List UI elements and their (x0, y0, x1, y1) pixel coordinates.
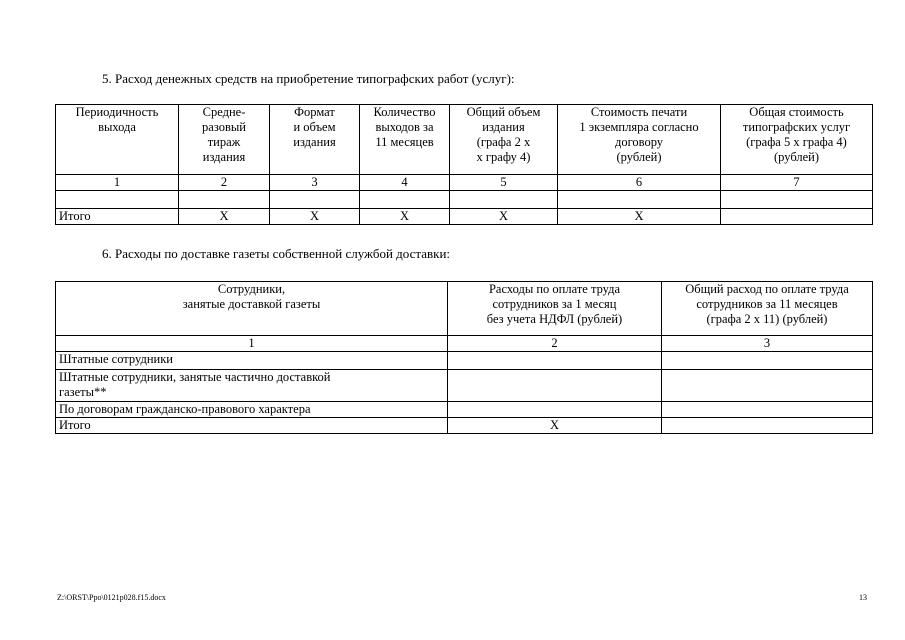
column-number: 1 (56, 336, 448, 352)
table-cell[interactable] (721, 209, 873, 225)
section5-number-row (56, 175, 873, 191)
table-cell: X (558, 209, 721, 225)
table-cell[interactable] (662, 418, 873, 434)
section6-table (55, 281, 873, 434)
table-cell[interactable] (450, 191, 558, 209)
column-number: 3 (662, 336, 873, 352)
column-number: 1 (56, 175, 179, 191)
table-cell[interactable] (662, 370, 873, 402)
column-number: 6 (558, 175, 721, 191)
column-number: 7 (721, 175, 873, 191)
section6-number-row (56, 336, 873, 352)
section6-header-row (56, 282, 873, 336)
table-cell: X (179, 209, 270, 225)
col-header-issues-count: Количество выходов за 11 месяцев (360, 105, 450, 175)
row-label: Штатные сотрудники (56, 352, 448, 370)
col-header-periodicity: Периодичность выхода (56, 105, 179, 175)
table-cell[interactable] (662, 352, 873, 370)
table-row (56, 370, 873, 402)
section6-heading: 6. Расходы по доставке газеты собственной службой доставки: (102, 246, 451, 261)
table-cell: X (450, 209, 558, 225)
table-cell[interactable] (448, 402, 662, 418)
section5-table (55, 104, 873, 225)
footer-page-number: 13 (859, 593, 867, 602)
section5-header-row (56, 105, 873, 175)
col-header-total-labor-cost: Общий расход по оплате труда сотрудников за 11 месяцев (графа 2 х 11) (рублей) (662, 282, 873, 336)
table-cell[interactable] (662, 402, 873, 418)
table-cell[interactable] (558, 191, 721, 209)
table-cell[interactable] (179, 191, 270, 209)
col-header-total-volume: Общий объем издания (графа 2 х х графу 4) (450, 105, 558, 175)
column-number: 5 (450, 175, 558, 191)
table-cell[interactable] (270, 191, 360, 209)
column-number: 3 (270, 175, 360, 191)
col-header-print-cost: Стоимость печати 1 экземпляра согласно договору (рублей) (558, 105, 721, 175)
column-number: 2 (448, 336, 662, 352)
col-header-circulation: Средне- разовый тираж издания (179, 105, 270, 175)
section5-total-row (56, 209, 873, 225)
table-row (56, 352, 873, 370)
table-cell[interactable] (360, 191, 450, 209)
section5-empty-row (56, 191, 873, 209)
col-header-monthly-cost: Расходы по оплате труда сотрудников за 1 месяц без учета НДФЛ (рублей) (448, 282, 662, 336)
table-cell: X (448, 418, 662, 434)
table-row (56, 402, 873, 418)
row-label: По договорам гражданско-правового характера (56, 402, 448, 418)
col-header-employees: Сотрудники, занятые доставкой газеты (56, 282, 448, 336)
table-cell[interactable] (448, 352, 662, 370)
row-label: Штатные сотрудники, занятые частично доставкой газеты** (56, 370, 448, 402)
col-header-total-cost: Общая стоимость типографских услуг (графа 5 х графа 4) (рублей) (721, 105, 873, 175)
column-number: 2 (179, 175, 270, 191)
total-label: Итого (56, 209, 179, 225)
total-label: Итого (56, 418, 448, 434)
table-cell: X (360, 209, 450, 225)
table-cell[interactable] (448, 370, 662, 402)
column-number: 4 (360, 175, 450, 191)
footer-file-path: Z:\ORST\Ppo\0121p028.f15.docx (57, 593, 166, 602)
table-cell[interactable] (56, 191, 179, 209)
table-cell[interactable] (721, 191, 873, 209)
col-header-format: Формат и объем издания (270, 105, 360, 175)
section6-total-row (56, 418, 873, 434)
table-cell: X (270, 209, 360, 225)
section5-heading: 5. Расход денежных средств на приобретение типографских работ (услуг): (102, 71, 515, 86)
